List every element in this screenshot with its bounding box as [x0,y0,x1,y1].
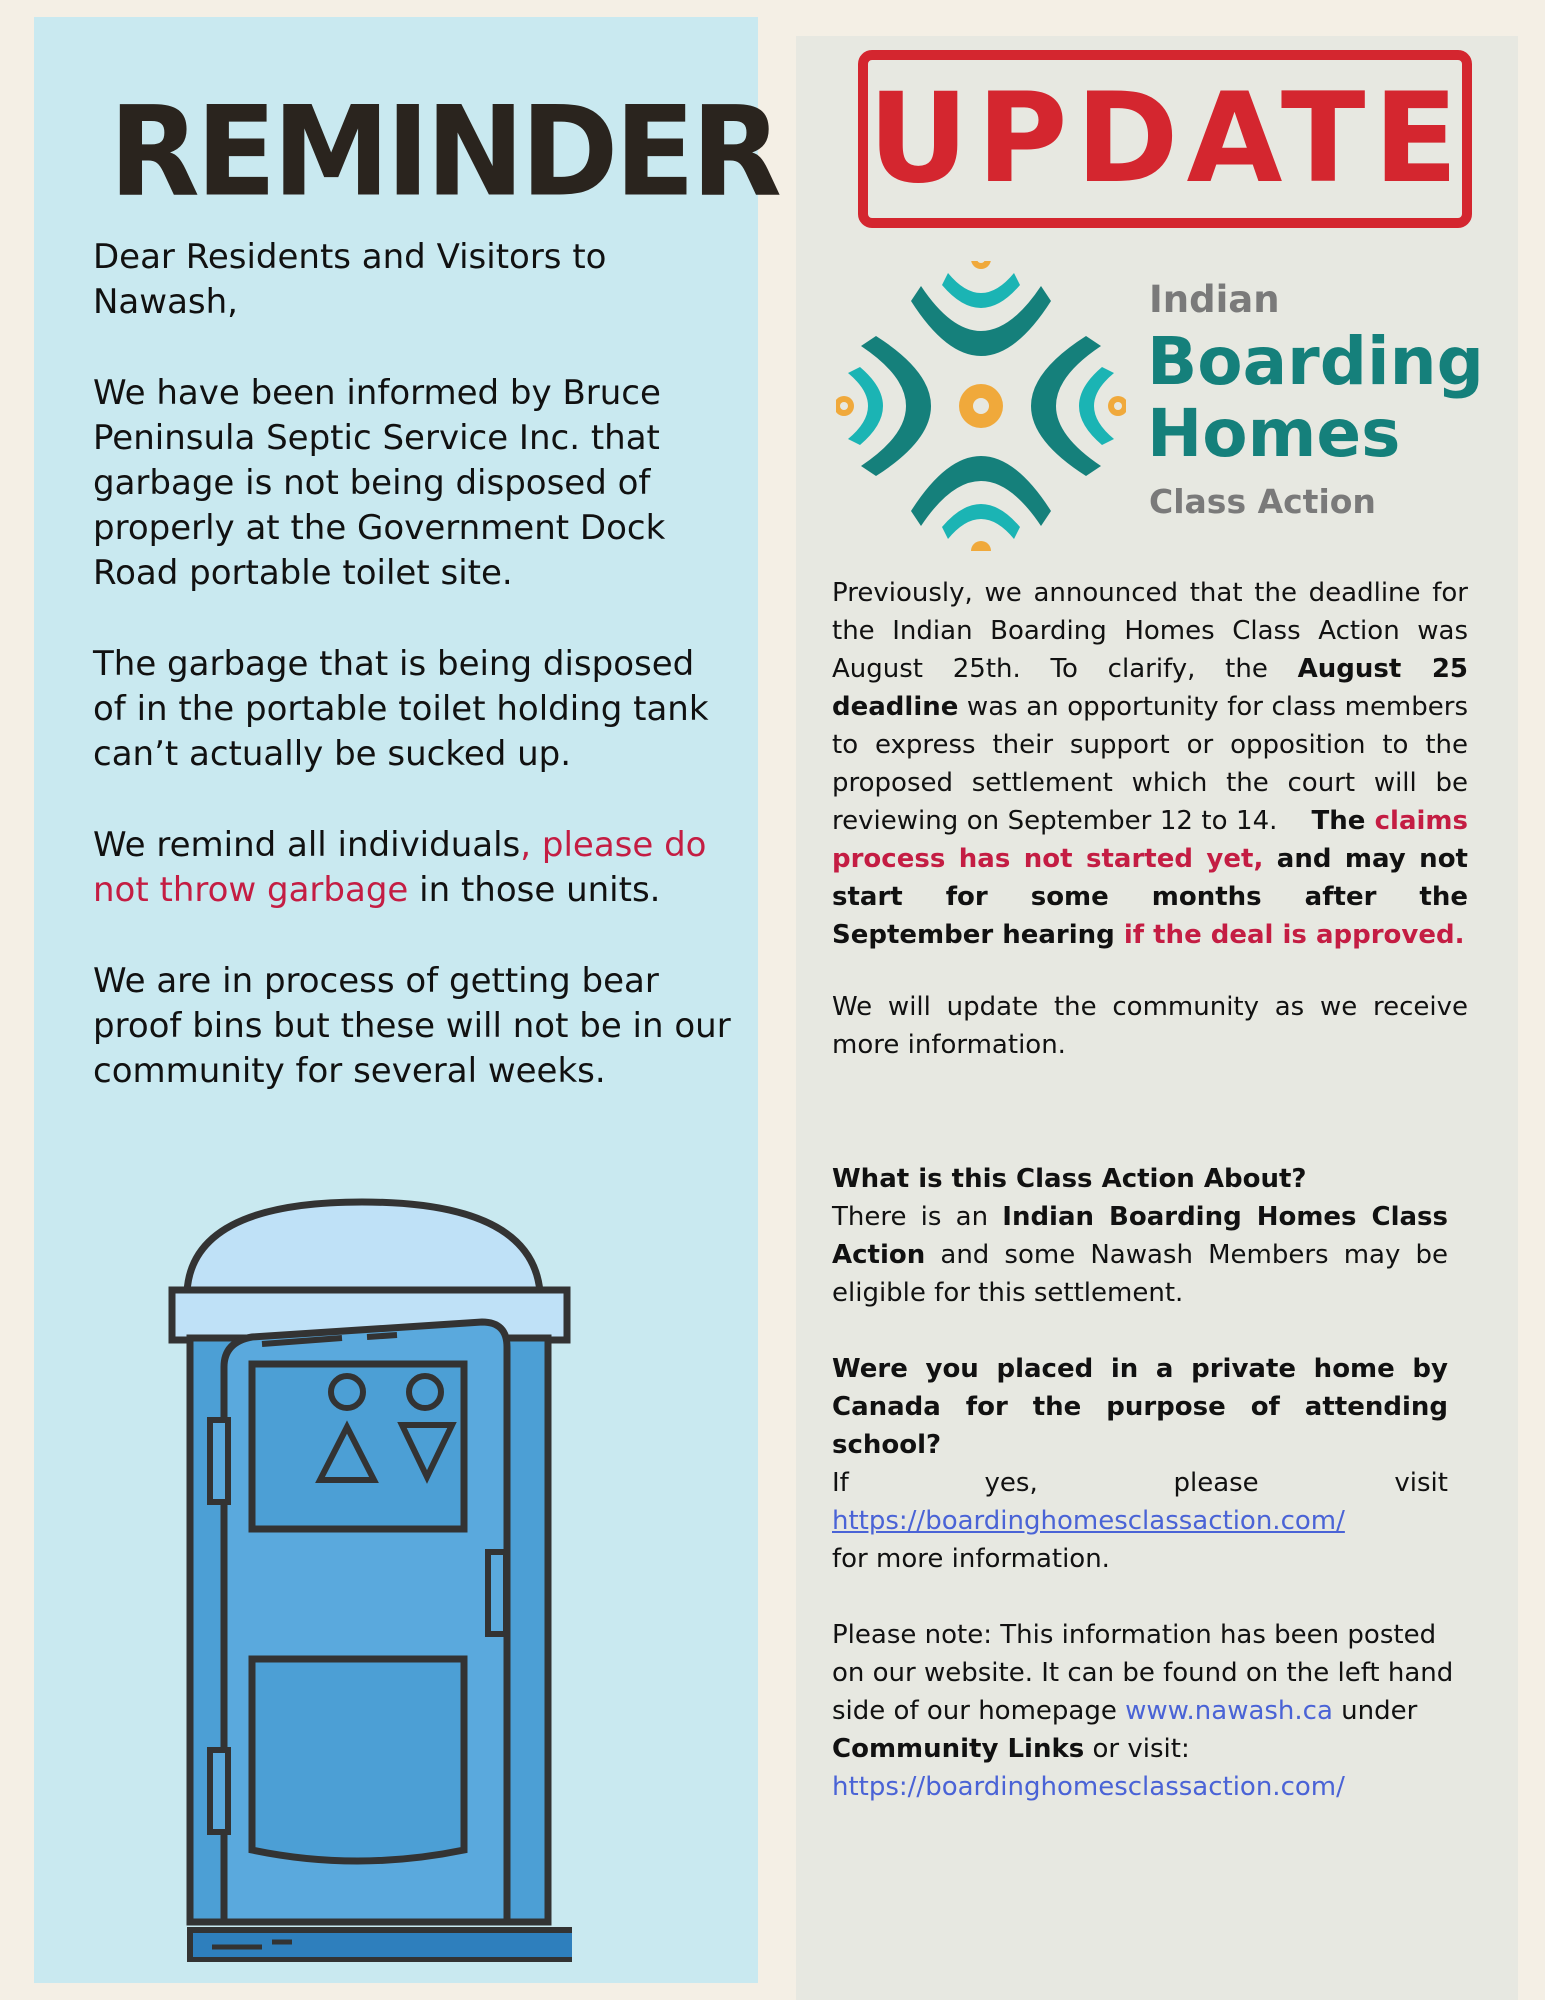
nawash-site-link[interactable]: www.nawash.ca [1125,1696,1333,1726]
reminder-body [93,235,733,1140]
portable-toilet-icon [152,1182,572,1962]
about-text-2: and some Nawash Members may be eligible for this settlement. [832,1240,1448,1308]
note-text: Please note: This information has been posted on our website. It can be found on the left hand side of our homepage [832,1620,1454,1726]
boarding-homes-logo-icon [836,261,1126,551]
reminder-title: REMINDER [109,79,778,224]
remind-text: We remind all individuals [93,825,521,865]
about-heading: What is this Class Action About? [832,1164,1307,1194]
placed-question: Were you placed in a private home by Canada for the purpose of attending school? [832,1354,1448,1460]
more-info-text: for more information. [832,1544,1110,1574]
update-stamp-text: UPDATE [868,67,1467,211]
logo-text-indian: Indian [1149,278,1280,321]
the-bold: The [1311,806,1375,836]
previously-text: Previously, we announced that the deadline for the Indian Boarding Homes Class Action was August 25th. To clarify, the [832,578,1468,684]
boarding-homes-link-2[interactable]: https://boardinghomesclassaction.com/ [832,1772,1345,1802]
may-not-start: and may not start for some months after the September hearing [832,844,1468,950]
update-panel [796,36,1518,2000]
reminder-paragraph-septic: We have been informed by Bruce Peninsula Septic Service Inc. that garbage is not being disposed of properly at the Government Dock Road portable toilet site. [93,373,666,593]
update-note: We will update the community as we receive more information. [832,992,1468,1060]
remind-highlight: , please do not throw garbage [93,825,707,910]
please-word: please [1173,1468,1259,1498]
logo-text-class-action: Class Action [1149,482,1376,521]
reminder-paragraph-garbage: The garbage that is being disposed of in the portable toilet holding tank can’t actually be sucked up. [93,644,709,774]
remind-text-end: in those units. [408,870,661,910]
visit-word: visit [1394,1468,1448,1498]
deadline-clarification [832,574,1468,954]
claims-not-started: claims process has not started yet, [832,806,1468,874]
logo-text-boarding: Boarding [1147,323,1484,400]
placed-question-section [832,1350,1448,1578]
class-action-about [832,1160,1448,1312]
note-or-visit: or visit: [1084,1734,1190,1764]
deadline-bold: August 25 deadline [832,654,1469,722]
if-yes-line [832,1464,1448,1502]
about-bold: Indian Boarding Homes Class Action [832,1202,1448,1270]
reminder-paragraph-bins: We are in process of getting bear proof bins but these will not be in our community for several weeks. [93,961,731,1091]
about-text: There is an [832,1202,1003,1232]
boarding-homes-link[interactable]: https://boardinghomesclassaction.com/ [832,1506,1345,1536]
website-note [832,1616,1468,1806]
if-word: If [832,1468,849,1498]
if-approved: if the deal is approved. [1114,920,1465,950]
greeting: Dear Residents and Visitors to Nawash, [93,237,607,322]
previously-text-2: was an opportunity for class members to express their support or opposition to the proposed settlement which the court will be reviewing on September 12 to 14. [832,692,1468,836]
yes-word: yes, [984,1468,1038,1498]
update-stamp [858,50,1472,228]
reminder-panel [34,17,778,1983]
community-links-bold: Community Links [832,1734,1085,1764]
note-under: under [1332,1696,1418,1726]
reminder-paragraph-remind [93,823,733,913]
logo-text-homes: Homes [1147,395,1401,472]
